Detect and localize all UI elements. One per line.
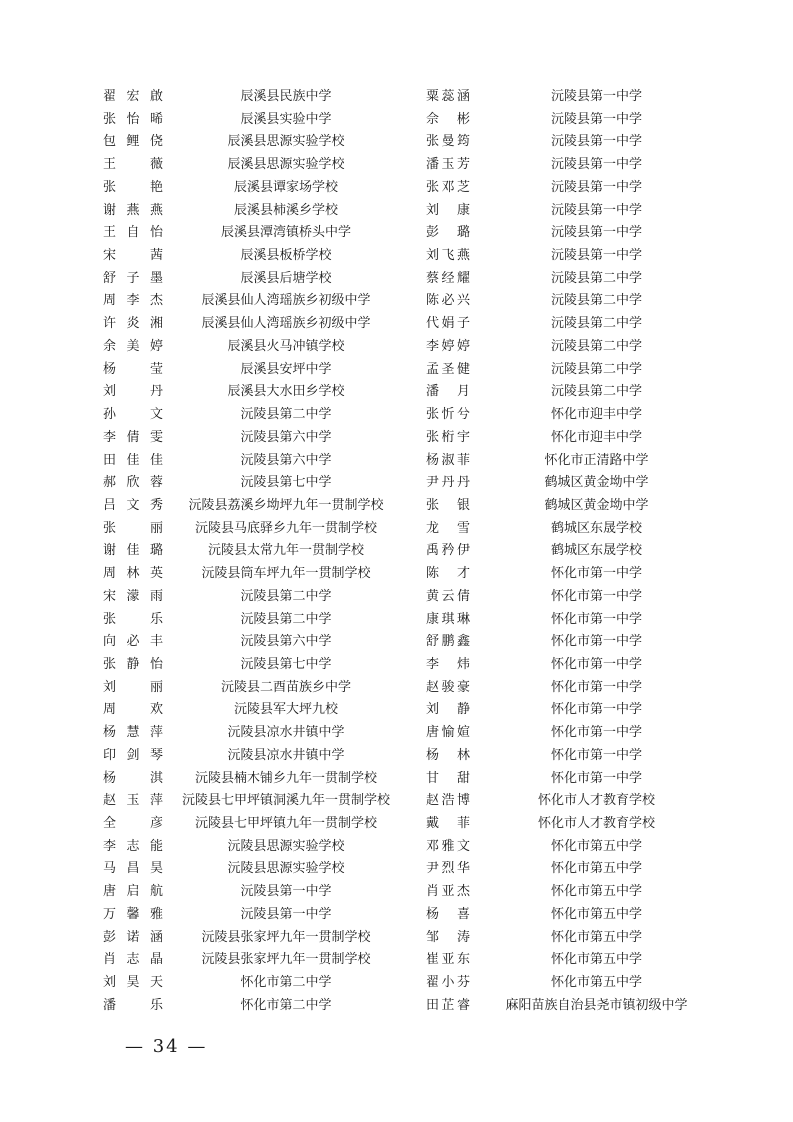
left-school-name: 辰溪县仙人湾瑶族乡初级中学 <box>201 293 371 309</box>
right-school-name: 沅陵县第一中学 <box>550 157 642 173</box>
left-student-name: 肖志晶 <box>103 952 163 968</box>
right-school-name: 怀化市第五中学 <box>550 906 642 922</box>
left-student-name: 王 薇 <box>103 157 163 173</box>
right-school-name: 怀化市第五中学 <box>550 929 642 945</box>
left-student-name: 谢燕燕 <box>103 202 163 218</box>
left-student-name: 张怡晞 <box>103 111 163 127</box>
right-student-name: 黄云倩 <box>426 588 470 604</box>
table-row <box>0 858 793 881</box>
right-student-name: 蔡经耀 <box>426 270 470 286</box>
right-school-name: 鹤城区东晟学校 <box>550 520 642 536</box>
left-student-name: 包鲤侥 <box>103 134 163 150</box>
left-student-name: 杨 淇 <box>103 770 163 786</box>
left-school-name: 沅陵县七甲坪镇洞溪九年一贯制学校 <box>181 793 390 809</box>
left-student-name: 赵玉萍 <box>103 793 163 809</box>
right-school-name: 沅陵县第二中学 <box>550 384 642 400</box>
right-student-name: 刘 静 <box>426 702 470 718</box>
left-student-name: 潘 乐 <box>103 997 163 1013</box>
right-student-name: 刘飞燕 <box>426 248 470 264</box>
right-school-name: 沅陵县第一中学 <box>550 179 642 195</box>
left-school-name: 沅陵县马底驿乡九年一贯制学校 <box>194 520 377 536</box>
left-school-name: 辰溪县思源实验学校 <box>227 157 345 173</box>
left-school-name: 辰溪县民族中学 <box>240 89 332 104</box>
right-student-name: 代娟子 <box>426 316 470 332</box>
left-student-name: 郝欣蓉 <box>103 475 163 491</box>
right-school-name: 沅陵县第二中学 <box>550 338 642 354</box>
left-school-name: 沅陵县第二中学 <box>240 611 332 627</box>
left-student-name: 刘昊天 <box>103 975 163 991</box>
left-school-name: 沅陵县思源实验学校 <box>227 838 345 854</box>
left-student-name: 杨 莹 <box>103 361 163 377</box>
left-student-name: 李志能 <box>103 838 163 854</box>
left-school-name: 沅陵县第六中学 <box>240 429 332 445</box>
left-student-name: 谢佳璐 <box>103 543 163 559</box>
left-school-name: 辰溪县安坪中学 <box>240 361 332 377</box>
left-student-name: 唐启航 <box>103 884 163 900</box>
right-student-name: 陈 才 <box>426 566 470 582</box>
right-school-name: 怀化市第一中学 <box>550 679 642 695</box>
left-student-name: 张 乐 <box>103 611 163 627</box>
table-row <box>0 86 793 109</box>
right-student-name: 陈必兴 <box>426 293 470 309</box>
left-school-name: 怀化市第二中学 <box>240 975 332 991</box>
table-row <box>0 450 793 473</box>
right-student-name: 肖亚杰 <box>426 884 470 900</box>
table-row <box>0 745 793 768</box>
right-school-name: 沅陵县第一中学 <box>550 111 642 127</box>
right-student-name: 赵骏豪 <box>426 679 470 695</box>
right-school-name: 怀化市第五中学 <box>550 838 642 854</box>
table-row <box>0 109 793 132</box>
right-student-name: 杨 林 <box>426 747 470 763</box>
left-school-name: 沅陵县楠木铺乡九年一贯制学校 <box>194 770 377 786</box>
right-student-name: 张忻兮 <box>426 407 470 423</box>
left-school-name: 沅陵县第六中学 <box>240 452 332 468</box>
left-school-name: 沅陵县军大坪九校 <box>233 702 338 718</box>
table-row <box>0 336 793 359</box>
left-student-name: 田佳佳 <box>103 452 163 468</box>
left-student-name: 孙 文 <box>103 407 163 423</box>
right-student-name: 尹烈华 <box>426 861 470 877</box>
right-school-name: 怀化市第一中学 <box>550 770 642 786</box>
table-row <box>0 177 793 200</box>
right-school-name: 怀化市第一中学 <box>550 702 642 718</box>
table-row <box>0 586 793 609</box>
right-student-name: 刘 康 <box>426 202 470 218</box>
left-school-name: 怀化市第二中学 <box>240 997 332 1013</box>
page-number: — 34 — <box>125 1036 208 1057</box>
left-school-name: 辰溪县后塘学校 <box>240 270 332 286</box>
student-roster <box>0 86 793 1017</box>
right-student-name: 邓雅文 <box>426 838 470 854</box>
right-student-name: 邹 涛 <box>426 929 470 945</box>
left-school-name: 沅陵县第二中学 <box>240 588 332 604</box>
right-school-name: 怀化市正清路中学 <box>544 452 649 468</box>
left-school-name: 辰溪县板桥学校 <box>240 248 332 264</box>
left-school-name: 沅陵县二酉苗族乡中学 <box>220 679 351 695</box>
right-school-name: 沅陵县第一中学 <box>550 248 642 264</box>
left-student-name: 王自怡 <box>103 225 163 241</box>
right-school-name: 沅陵县第一中学 <box>550 134 642 150</box>
right-student-name: 佘 彬 <box>426 111 470 127</box>
left-school-name: 辰溪县大水田乡学校 <box>227 384 345 400</box>
table-row <box>0 677 793 700</box>
right-school-name: 怀化市第一中学 <box>550 634 642 650</box>
table-row <box>0 154 793 177</box>
left-school-name: 沅陵县张家坪九年一贯制学校 <box>201 929 371 945</box>
right-school-name: 怀化市第五中学 <box>550 952 642 968</box>
left-student-name: 张 丽 <box>103 520 163 536</box>
left-school-name: 沅陵县太常九年一贯制学校 <box>207 543 364 559</box>
right-student-name: 戴 菲 <box>426 816 470 831</box>
right-school-name: 沅陵县第二中学 <box>550 270 642 286</box>
left-school-name: 沅陵县凉水井镇中学 <box>227 747 345 763</box>
left-student-name: 李倩雯 <box>103 429 163 445</box>
left-school-name: 辰溪县实验中学 <box>240 111 332 127</box>
right-school-name: 鹤城区黄金坳中学 <box>544 475 649 491</box>
right-student-name: 赵浩博 <box>426 793 470 809</box>
left-school-name: 辰溪县潭湾镇桥头中学 <box>220 225 351 241</box>
right-student-name: 李婷婷 <box>426 338 470 354</box>
right-school-name: 沅陵县第一中学 <box>550 225 642 241</box>
left-student-name: 向必丰 <box>103 634 163 650</box>
left-student-name: 宋濛雨 <box>103 588 163 604</box>
right-student-name: 张桁宇 <box>426 429 470 445</box>
right-school-name: 怀化市第一中学 <box>550 566 642 582</box>
right-student-name: 粟蕊涵 <box>426 89 470 104</box>
table-row <box>0 790 793 813</box>
left-student-name: 刘 丽 <box>103 679 163 695</box>
right-student-name: 崔亚东 <box>426 952 470 968</box>
right-student-name: 唐愉媗 <box>426 725 470 741</box>
left-student-name: 印剑琴 <box>103 747 163 763</box>
right-student-name: 孟圣健 <box>426 361 470 377</box>
right-student-name: 禹矜伊 <box>426 543 470 559</box>
right-school-name: 怀化市第五中学 <box>550 884 642 900</box>
table-row <box>0 495 793 518</box>
right-school-name: 怀化市第五中学 <box>550 975 642 991</box>
right-student-name: 杨淑菲 <box>426 452 470 468</box>
left-student-name: 周 欢 <box>103 702 163 718</box>
table-row <box>0 563 793 586</box>
left-school-name: 辰溪县仙人湾瑶族乡初级中学 <box>201 316 371 332</box>
left-school-name: 沅陵县凉水井镇中学 <box>227 725 345 741</box>
right-school-name: 怀化市第一中学 <box>550 725 642 741</box>
left-school-name: 沅陵县第七中学 <box>240 475 332 491</box>
left-student-name: 周李杰 <box>103 293 163 309</box>
table-row <box>0 404 793 427</box>
right-school-name: 怀化市第一中学 <box>550 588 642 604</box>
table-row <box>0 972 793 995</box>
table-row <box>0 722 793 745</box>
left-school-name: 沅陵县思源实验学校 <box>227 861 345 877</box>
right-school-name: 怀化市第一中学 <box>550 747 642 763</box>
right-student-name: 康琪琳 <box>426 611 470 627</box>
table-row <box>0 927 793 950</box>
left-student-name: 吕文秀 <box>103 497 163 513</box>
right-school-name: 怀化市第一中学 <box>550 611 642 627</box>
right-student-name: 甘 甜 <box>426 770 470 786</box>
table-row <box>0 631 793 654</box>
left-student-name: 万馨雅 <box>103 906 163 922</box>
left-school-name: 沅陵县第七中学 <box>240 656 332 672</box>
right-student-name: 舒鹏鑫 <box>426 634 470 650</box>
left-student-name: 张 艳 <box>103 179 163 195</box>
table-row <box>0 245 793 268</box>
right-student-name: 彭 璐 <box>426 225 470 241</box>
left-student-name: 翟宏啟 <box>103 89 163 104</box>
right-student-name: 翟小芬 <box>426 975 470 991</box>
right-student-name: 张 银 <box>426 497 470 513</box>
table-row <box>0 609 793 632</box>
right-school-name: 沅陵县第二中学 <box>550 361 642 377</box>
left-school-name: 沅陵县筒车坪九年一贯制学校 <box>201 566 371 582</box>
table-row <box>0 472 793 495</box>
left-school-name: 沅陵县第二中学 <box>240 407 332 423</box>
table-row <box>0 881 793 904</box>
table-row <box>0 813 793 836</box>
table-row <box>0 200 793 223</box>
table-row <box>0 540 793 563</box>
left-school-name: 沅陵县荔溪乡坳坪九年一贯制学校 <box>188 497 384 513</box>
left-student-name: 许炎湘 <box>103 316 163 332</box>
right-student-name: 潘 月 <box>426 384 470 400</box>
table-row <box>0 904 793 927</box>
left-student-name: 全 彦 <box>103 816 163 831</box>
left-school-name: 沅陵县张家坪九年一贯制学校 <box>201 952 371 968</box>
left-school-name: 辰溪县柿溪乡学校 <box>233 202 338 218</box>
right-student-name: 张邓芝 <box>426 179 470 195</box>
left-student-name: 余美婷 <box>103 338 163 354</box>
right-school-name: 怀化市迎丰中学 <box>550 429 642 445</box>
right-school-name: 鹤城区东晟学校 <box>550 543 642 559</box>
left-school-name: 沅陵县第一中学 <box>240 884 332 900</box>
right-school-name: 麻阳苗族自治县尧市镇初级中学 <box>505 997 688 1013</box>
left-student-name: 马昌昊 <box>103 861 163 877</box>
table-row <box>0 290 793 313</box>
right-school-name: 怀化市第五中学 <box>550 861 642 877</box>
right-school-name: 沅陵县第一中学 <box>550 89 642 104</box>
right-school-name: 沅陵县第一中学 <box>550 202 642 218</box>
right-student-name: 田芷睿 <box>426 997 470 1013</box>
right-school-name: 沅陵县第二中学 <box>550 316 642 332</box>
right-student-name: 杨 喜 <box>426 906 470 922</box>
left-student-name: 周林英 <box>103 566 163 582</box>
table-row <box>0 359 793 382</box>
table-row <box>0 768 793 791</box>
right-school-name: 怀化市人才教育学校 <box>537 793 655 809</box>
table-row <box>0 654 793 677</box>
left-school-name: 辰溪县思源实验学校 <box>227 134 345 150</box>
table-row <box>0 427 793 450</box>
right-student-name: 龙 雪 <box>426 520 470 536</box>
table-row <box>0 381 793 404</box>
right-student-name: 尹丹丹 <box>426 475 470 491</box>
right-school-name: 沅陵县第二中学 <box>550 293 642 309</box>
left-student-name: 舒子墨 <box>103 270 163 286</box>
left-student-name: 张静怡 <box>103 656 163 672</box>
left-school-name: 辰溪县火马冲镇学校 <box>227 338 345 354</box>
right-student-name: 李 炜 <box>426 656 470 672</box>
table-row <box>0 313 793 336</box>
left-student-name: 彭诺涵 <box>103 929 163 945</box>
left-student-name: 宋 茜 <box>103 248 163 264</box>
left-school-name: 沅陵县第六中学 <box>240 634 332 650</box>
right-school-name: 怀化市迎丰中学 <box>550 407 642 423</box>
table-row <box>0 699 793 722</box>
table-row <box>0 131 793 154</box>
right-student-name: 潘玉芳 <box>426 157 470 173</box>
table-row <box>0 949 793 972</box>
table-row <box>0 222 793 245</box>
table-row <box>0 518 793 541</box>
left-student-name: 刘 丹 <box>103 384 163 400</box>
right-student-name: 张曼筠 <box>426 134 470 150</box>
left-student-name: 杨慧萍 <box>103 725 163 741</box>
left-school-name: 沅陵县第一中学 <box>240 906 332 922</box>
right-school-name: 鹤城区黄金坳中学 <box>544 497 649 513</box>
right-school-name: 怀化市第一中学 <box>550 656 642 672</box>
left-school-name: 辰溪县谭家场学校 <box>233 179 338 195</box>
left-school-name: 沅陵县七甲坪镇九年一贯制学校 <box>194 816 377 831</box>
table-row <box>0 995 793 1018</box>
table-row <box>0 268 793 291</box>
table-row <box>0 836 793 859</box>
right-school-name: 怀化市人才教育学校 <box>537 816 655 831</box>
